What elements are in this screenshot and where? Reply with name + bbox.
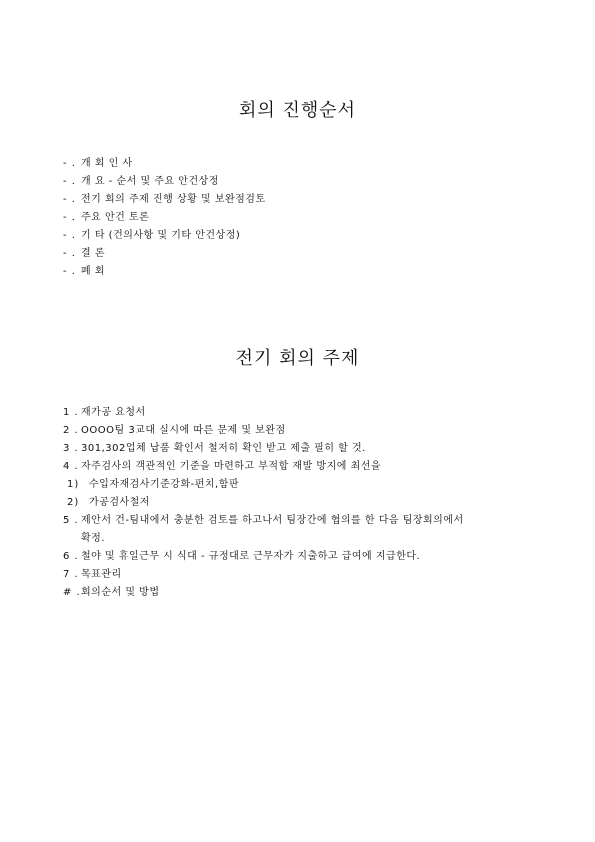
list-item: [63, 263, 266, 281]
list-item-continuation: [63, 530, 464, 548]
list-item: [63, 422, 464, 440]
list-marker: 3 .: [63, 443, 79, 454]
list-item: [63, 584, 464, 602]
list-item-text: 제안서 건-팀내에서 충분한 검토를 하고나서 팀장간에 협의를 한 다음 팀장회의에서: [81, 515, 464, 526]
list-item-text: 개 요 - 순서 및 주요 안건상정: [81, 176, 219, 187]
list-marker: - .: [63, 230, 76, 241]
list-item: [63, 566, 464, 584]
list-marker: 1 .: [63, 407, 79, 418]
list-item-text: OOOO팀 3교대 실시에 따른 문제 및 보완점: [81, 425, 286, 436]
list-item: [63, 209, 266, 227]
list-marker: 1): [67, 479, 80, 490]
section-title-previous-topics: 전기 회의 주제: [235, 348, 360, 369]
list-item-text: 개 회 인 사: [81, 158, 133, 169]
list-marker: 6 .: [63, 551, 79, 562]
section-title-meeting-order: 회의 진행순서: [238, 100, 357, 121]
list-item: [63, 440, 464, 458]
sub-list-item: [63, 476, 464, 494]
list-item-text: 폐 회: [81, 266, 105, 277]
list-item-text: 철야 및 휴일근무 시 식대 - 규정대로 근무자가 지출하고 급여에 지급한다.: [81, 551, 421, 562]
list-item-text: 목표관리: [81, 569, 122, 580]
list-item: [63, 155, 266, 173]
list-item: [63, 227, 266, 245]
meeting-order-list: [63, 155, 266, 281]
list-item: [63, 512, 464, 530]
list-marker: 7 .: [63, 569, 79, 580]
list-item: [63, 548, 464, 566]
list-item: [63, 173, 266, 191]
list-marker: # .: [63, 587, 81, 598]
previous-topics-list: [63, 404, 464, 602]
list-item-text: 결 론: [81, 248, 105, 259]
list-item: [63, 191, 266, 209]
list-item-text: 회의순서 및 방법: [81, 587, 160, 598]
list-item-text: 확정.: [81, 533, 105, 544]
list-item-text: 자주검사의 객관적인 기준을 마련하고 부적합 재발 방지에 최선을: [81, 461, 382, 472]
list-marker: 2 .: [63, 425, 79, 436]
list-marker: - .: [63, 176, 76, 187]
list-marker: - .: [63, 158, 76, 169]
list-item-text: 기 타 (건의사항 및 기타 안건상정): [81, 230, 241, 241]
list-marker: 4 .: [63, 461, 79, 472]
list-item-text: 가공검사철저: [89, 497, 150, 508]
list-marker: - .: [63, 266, 76, 277]
list-item: [63, 245, 266, 263]
list-item-text: 수입자재검사기준강화-펀치,함판: [89, 479, 240, 490]
list-marker: - .: [63, 212, 76, 223]
list-marker: - .: [63, 248, 76, 259]
list-item-text: 재가공 요청서: [81, 407, 146, 418]
list-marker: 5 .: [63, 515, 79, 526]
list-item-text: 주요 안건 토론: [81, 212, 150, 223]
list-item-text: 301,302업체 납품 확인서 철저히 확인 받고 제출 필히 할 것.: [81, 443, 366, 454]
list-item: [63, 404, 464, 422]
list-marker: 2): [67, 497, 80, 508]
sub-list-item: [63, 494, 464, 512]
list-item: [63, 458, 464, 476]
list-marker: - .: [63, 194, 76, 205]
list-item-text: 전기 회의 주제 진행 상황 및 보완점검토: [81, 194, 266, 205]
